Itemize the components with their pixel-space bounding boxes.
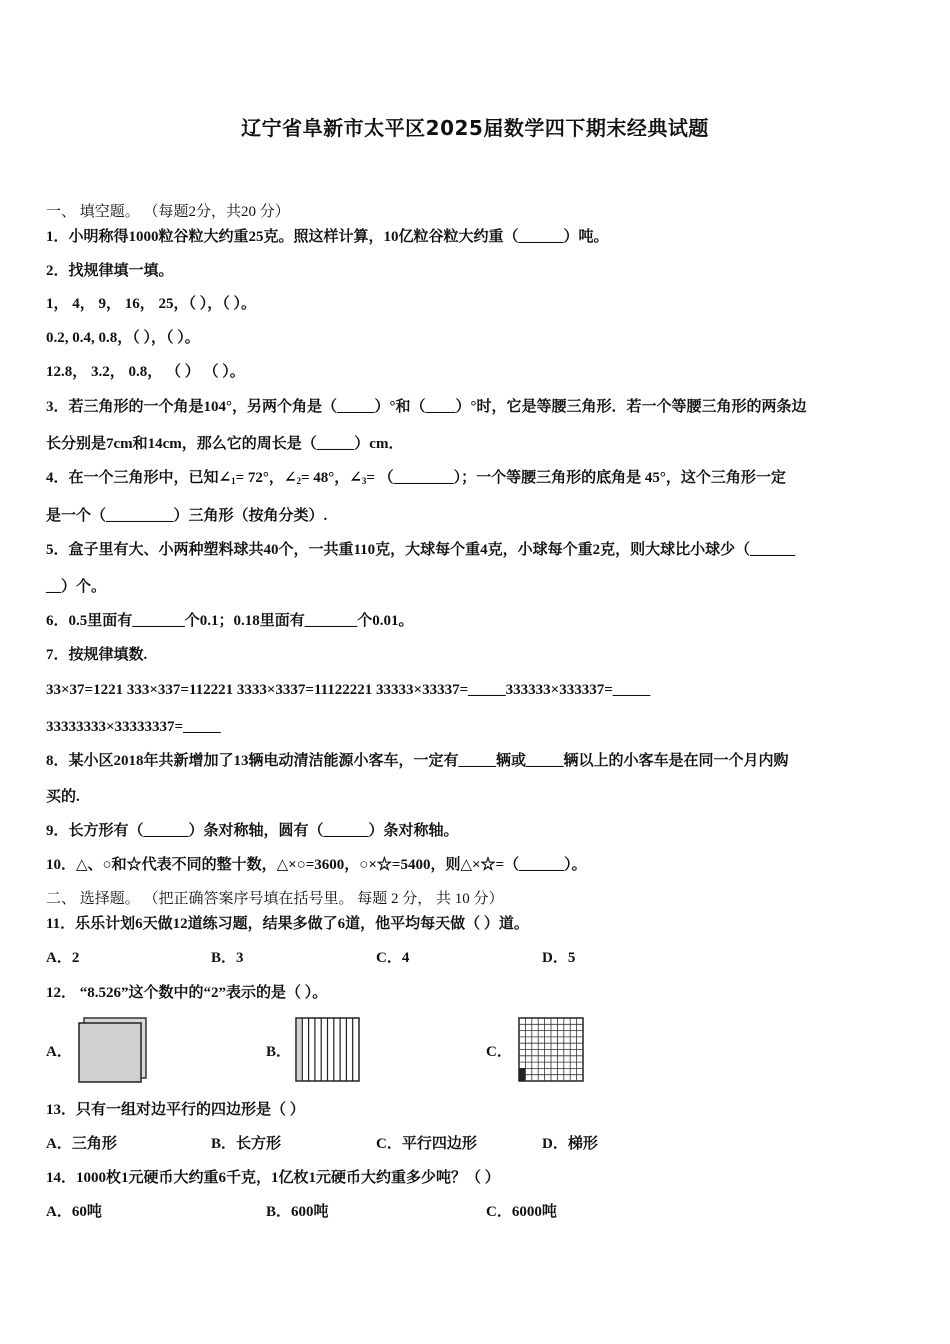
question-2-sequence-a: 1， 4， 9， 16， 25，（ ），（ ）。 xyxy=(46,296,257,312)
q4-text-4: = （________）；一个等腰三角形的底角是 45°，这个三角形一定 xyxy=(366,470,786,486)
question-4-line-1 xyxy=(46,468,786,491)
question-7-pattern-line-2: 33333333×33333337=_____ xyxy=(46,719,221,735)
q11-option-a: A．2 xyxy=(46,950,80,966)
q12-option-b: B． xyxy=(266,1044,292,1060)
question-14: 14．1000枚1元硬币大约重6千克，1亿枚1元硬币大约重多少吨？（ ） xyxy=(46,1170,500,1186)
tenths-strips-figure xyxy=(295,1017,361,1083)
q14-option-c: C．6000吨 xyxy=(486,1204,557,1220)
question-3-line-2: 长分别是7cm和14cm，那么它的周长是（_____）cm． xyxy=(46,436,404,452)
q4-text-1: 4．在一个三角形中，已知∠ xyxy=(46,470,232,486)
q13-option-a: A．三角形 xyxy=(46,1136,117,1152)
q4-sub-2: 2 xyxy=(296,476,301,486)
question-6: 6．0.5里面有_______个0.1；0.18里面有_______个0.01。 xyxy=(46,613,414,629)
question-7-pattern-line-1: 33×37=1221 333×337=112221 3333×3337=11122221 33333×33337=_____333333×333337=_____ xyxy=(46,682,651,698)
q12-option-c: C． xyxy=(486,1044,512,1060)
q11-option-d: D．5 xyxy=(542,950,576,966)
question-1: 1．小明称得1000粒谷粒大约重25克。照这样计算，10亿粒谷粒大约重（______）吨。 xyxy=(46,229,609,245)
question-11: 11．乐乐计划6天做12道练习题，结果多做了6道，他平均每天做（ ）道。 xyxy=(46,916,529,932)
q4-text-2: = 72°，∠ xyxy=(235,470,297,486)
q4-sub-3: 3 xyxy=(361,476,367,486)
question-2-sequence-c: 12.8， 3.2， 0.8， （ ） （ ）。 xyxy=(46,364,245,380)
question-8-line-2: 买的. xyxy=(46,789,80,805)
question-9: 9．长方形有（______）条对称轴，圆有（______）条对称轴。 xyxy=(46,823,459,839)
question-4-line-2: 是一个（_________）三角形（按角分类）. xyxy=(46,508,328,524)
q11-option-c: C．4 xyxy=(376,950,410,966)
q13-option-c: C．平行四边形 xyxy=(376,1136,477,1152)
question-5-line-2: __）个。 xyxy=(46,579,107,595)
question-2-sequence-b: 0.2, 0.4, 0.8，（ ），（ ）。 xyxy=(46,330,200,346)
section-heading-multiple-choice: 二、 选择题。 （把正确答案序号填在括号里。 每题 2 分， 共 10 分） xyxy=(46,891,504,907)
q11-option-b: B．3 xyxy=(211,950,244,966)
q12-option-a: A． xyxy=(46,1044,72,1060)
q13-option-d: D．梯形 xyxy=(542,1136,598,1152)
question-5-line-1: 5．盒子里有大、小两种塑料球共40个，一共重110克，大球每个重4克，小球每个重2克，则大球比小球少（______ xyxy=(46,542,796,558)
question-10: 10．△、○和☆代表不同的整十数，△×○=3600，○×☆=5400，则△×☆=（______）。 xyxy=(46,857,587,873)
q13-option-b: B．长方形 xyxy=(211,1136,282,1152)
whole-square-figure xyxy=(78,1017,148,1083)
question-7: 7．按规律填数. xyxy=(46,647,148,663)
q14-option-a: A．60吨 xyxy=(46,1204,102,1220)
question-3-line-1: 3．若三角形的一个角是104°，另两个角是（_____）°和（____）°时，它是等腰三角形．若一个等腰三角形的两条边 xyxy=(46,399,807,415)
question-12: 12． “8.526”这个数中的“2”表示的是（ ）。 xyxy=(46,985,328,1001)
question-2: 2．找规律填一填。 xyxy=(46,263,174,279)
q4-text-3: = 48°，∠ xyxy=(300,470,362,486)
hundredths-grid-figure xyxy=(518,1017,586,1083)
page-title: 辽宁省阜新市太平区2025届数学四下期末经典试题 xyxy=(241,116,709,140)
question-13: 13．只有一组对边平行的四边形是（ ） xyxy=(46,1102,305,1118)
q14-option-b: B．600吨 xyxy=(266,1204,329,1220)
q4-sub-1: 1 xyxy=(231,476,236,486)
question-8-line-1: 8．某小区2018年共新增加了13辆电动清洁能源小客车，一定有_____辆或_____辆以上的小客车是在同一个月内购 xyxy=(46,753,789,769)
section-heading-fill-blank: 一、 填空题。 （每题2分，共20 分） xyxy=(46,204,290,220)
